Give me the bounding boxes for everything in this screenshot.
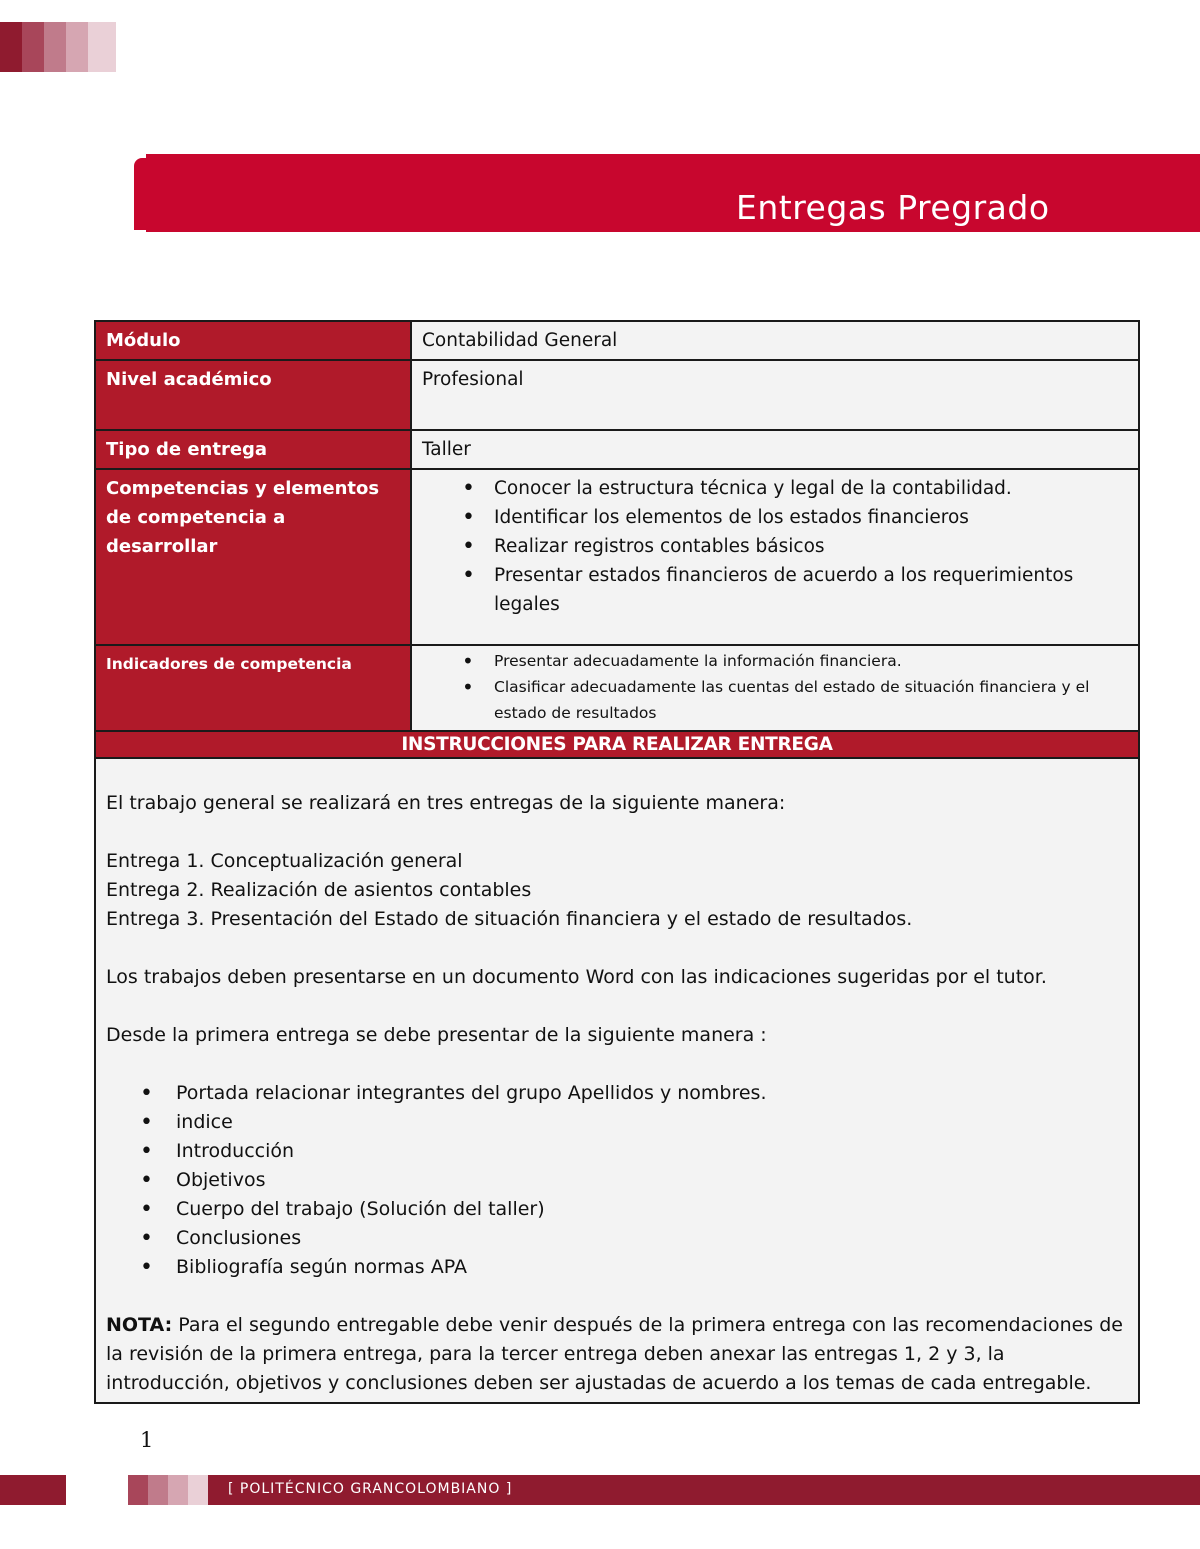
competencias-list <box>422 474 1128 619</box>
entrega-line: Entrega 2. Realización de asientos contables <box>106 879 532 901</box>
table-row-indicadores <box>95 645 1139 731</box>
value-nivel: Profesional <box>411 360 1139 430</box>
list-item: • Conclusiones <box>106 1224 1128 1253</box>
value-tipo: Taller <box>411 430 1139 469</box>
list-item: • Conocer la estructura técnica y legal de la contabilidad. <box>422 474 1128 503</box>
label-nivel: Nivel académico <box>95 360 411 430</box>
entrega-line: Entrega 1. Conceptualización general <box>106 850 463 872</box>
note-text: Para el segundo entregable debe venir después de la primera entrega con las recomendaciones de la revisión de la primera entrega, para la tercer entrega deben anexar las entregas 1, 2 y 3, la introducción, objetivos y conclusiones deben ser ajustadas de acuerdo a los temas de cada entregable. <box>106 1314 1123 1394</box>
label-tipo: Tipo de entrega <box>95 430 411 469</box>
list-item: • Presentar adecuadamente la información financiera. <box>422 648 1128 674</box>
list-item: • Clasificar adecuadamente las cuentas del estado de situación financiera y el estado de resultados <box>422 674 1128 726</box>
table-row-instrucciones-title <box>95 731 1139 758</box>
instructions-heading: INSTRUCCIONES PARA REALIZAR ENTREGA <box>95 731 1139 758</box>
decor-square <box>44 22 66 72</box>
note-paragraph <box>106 1311 1128 1398</box>
decor-square <box>88 22 116 72</box>
note-label: NOTA: <box>106 1314 173 1336</box>
instructions-body <box>95 758 1139 1403</box>
footer-bar-left <box>0 1475 66 1505</box>
decor-square <box>66 22 88 72</box>
label-indicadores: Indicadores de competencia <box>95 645 411 731</box>
label-modulo: Módulo <box>95 321 411 360</box>
decor-square <box>168 1475 188 1505</box>
value-indicadores <box>411 645 1139 731</box>
value-modulo: Contabilidad General <box>411 321 1139 360</box>
footer-institution: [ POLITÉCNICO GRANCOLOMBIANO ] <box>228 1481 513 1497</box>
label-competencias: Competencias y elementos de competencia a desarrollar <box>95 469 411 645</box>
decor-square <box>128 1475 148 1505</box>
footer-decorative-squares <box>128 1475 208 1505</box>
list-item: • Introducción <box>106 1137 1128 1166</box>
list-item: • Realizar registros contables básicos <box>422 532 1128 561</box>
indicadores-list <box>422 648 1128 726</box>
list-item: • Objetivos <box>106 1166 1128 1195</box>
table-row-nivel <box>95 360 1139 430</box>
format-list <box>106 1079 1128 1282</box>
header-decorative-squares <box>0 22 116 72</box>
table-row-instrucciones <box>95 758 1139 1403</box>
entrega-line: Entrega 3. Presentación del Estado de situación financiera y el estado de resultados. <box>106 908 913 930</box>
format-intro: Desde la primera entrega se debe presentar de la siguiente manera : <box>106 1024 767 1046</box>
instructions-intro: El trabajo general se realizará en tres entregas de la siguiente manera: <box>106 792 786 814</box>
decor-square <box>148 1475 168 1505</box>
table-row-modulo <box>95 321 1139 360</box>
page-number: 1 <box>140 1428 154 1452</box>
decor-square <box>188 1475 208 1505</box>
decor-square <box>0 22 22 72</box>
word-note: Los trabajos deben presentarse en un documento Word con las indicaciones sugeridas por el tutor. <box>106 966 1047 988</box>
page-title: Entregas Pregrado <box>736 188 1050 227</box>
list-item: • indice <box>106 1108 1128 1137</box>
list-item: • Cuerpo del trabajo (Solución del taller) <box>106 1195 1128 1224</box>
list-item: • Bibliografía según normas APA <box>106 1253 1128 1282</box>
assignment-info-table <box>94 320 1140 1404</box>
table-row-tipo <box>95 430 1139 469</box>
value-competencias <box>411 469 1139 645</box>
list-item: • Presentar estados financieros de acuerdo a los requerimientos legales <box>422 561 1128 619</box>
list-item: • Portada relacionar integrantes del grupo Apellidos y nombres. <box>106 1079 1128 1108</box>
list-item: • Identificar los elementos de los estados financieros <box>422 503 1128 532</box>
table-row-competencias <box>95 469 1139 645</box>
decor-square <box>22 22 44 72</box>
